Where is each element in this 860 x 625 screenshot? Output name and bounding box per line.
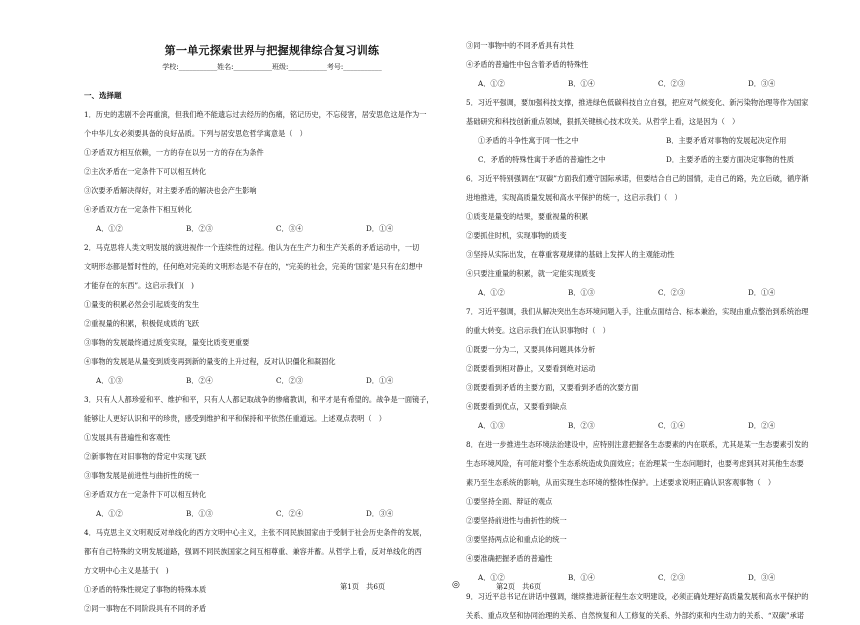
text-line: ④要准确把握矛盾的普遍性 (466, 554, 553, 563)
option-row (466, 283, 842, 302)
text-line: ②新事物在对旧事物的背定中实现飞跃 (84, 452, 207, 461)
text-line: ②要坚持前进性与曲折性的统一 (466, 516, 567, 525)
option-item: B．②③ (186, 224, 213, 233)
text-line: 进地推进，实现高质量发展和高水平保护的统一，这启示我们（ ） (466, 193, 682, 202)
text-line: ④只要注重量的积累，就一定能实现质变 (466, 269, 596, 278)
text-line: 2．马克思将人类文明发展的演进视作一个连续性的过程。他认为在生产力和生产关系的矛盾运动中，一切 (84, 243, 420, 252)
text-line: ①矛盾双方相互依赖，一方的存在以另一方的存在为条件 (84, 148, 264, 157)
option-item: D．①④ (366, 224, 394, 233)
text-line: 7．习近平强调，我们从解决突出生态环境问题入手，注重点面结合、标本兼治，实现由重点整治到系统治理 (466, 307, 809, 316)
text-line: ①既要一分为二，又要具体问题具体分析 (466, 345, 596, 354)
page-title: 第一单元探索世界与把握规律综合复习训练 (164, 44, 380, 57)
option-item: D．①④ (748, 288, 776, 297)
student-info-line: 学校:___________姓名:___________班级:___________考号:___________ (162, 63, 382, 71)
option-item: D．主要矛盾的主要方面决定事物的性质 (666, 155, 794, 164)
option-item: D．③④ (748, 79, 776, 88)
text-line: 9．习近平总书记在讲话中强调，继续推进新征程生态文明建设，必须正确处理好高质量发展和高水平保护的 (466, 592, 809, 601)
text-line: ②主次矛盾在一定条件下可以相互转化 (84, 167, 207, 176)
option-item: A．①② (478, 573, 505, 582)
option-item: B．②④ (186, 376, 213, 385)
text-line: ③事物发展是前进性与曲折性的统一 (84, 471, 200, 480)
text-line: ④事物的发展是从量变到质变再到新的量变的上升过程，反对认识僵化和凝固化 (84, 357, 336, 366)
text-line: ①要坚持全面、辩证的观点 (466, 497, 553, 506)
text-line: 4．马克思主义文明观反对单线化的西方文明中心主义，主张不同民族国家由于受制于社会历史条件的发展， (84, 528, 427, 537)
option-item: A．①② (478, 288, 505, 297)
option-row (84, 219, 460, 238)
text-line: 都有自己特殊的文明发展道路，强调不同民族国家之间互相尊重、兼容并蓄。从哲学上看，反对单线化的西 (84, 547, 422, 556)
text-line: 8．在进一步推进生态环境法治建设中，应特别注意把握各生态要素的内在联系，尤其是某一生态要素引发的 (466, 440, 809, 449)
option-item: ①矛盾的斗争性寓于同一性之中 (478, 136, 579, 145)
text-line: 6．习近平特别强调在“双碳”方面我们遵守国际承诺，但要结合自己的国情，走自己的路，先立后破，循序渐 (466, 174, 809, 183)
text-line: 个中华儿女必须要具备的良好品质。下列与居安思危哲学寓意是（ ） (84, 129, 307, 138)
option-item: C．②③ (658, 79, 686, 88)
text-line: ①发展具有普遍性和客观性 (84, 433, 171, 442)
text-line: 生态环境风险，有可能对整个生态系统造成负面效应；在治理某一生态问题时，也要考虑到其对其他生态要 (466, 459, 804, 468)
text-line: ④矛盾双方在一定条件下相互转化 (84, 205, 192, 214)
text-line: ③同一事物中的不同矛盾具有共性 (466, 41, 574, 50)
option-row (84, 371, 460, 390)
option-item: B．①④ (568, 79, 595, 88)
text-line: 才能存在的东西”。这启示我们( ) (84, 281, 194, 290)
section-heading: 一、选择题 (84, 91, 122, 100)
option-item: B．②③ (568, 421, 595, 430)
option-row (84, 504, 460, 523)
option-row (466, 131, 842, 150)
text-line: ①质变是量变的结果，要重视量的积累 (466, 212, 589, 221)
option-item: C．②③ (658, 573, 686, 582)
page-number-right: 第2页 共6页 (496, 582, 542, 591)
text-line: 3．只有人人都珍爱和平、维护和平，只有人人都记取战争的惨痛教训，和平才是有希望的。战争是一面镜子， (84, 395, 434, 404)
text-line: ④矛盾的普遍性中包含着矛盾的特殊性 (466, 60, 589, 69)
text-line: ③要坚持两点论和重点论的统一 (466, 535, 567, 544)
binding-mark-icon: ◎ (452, 580, 460, 590)
text-line: ③既要看到矛盾的主要方面，又要看到矛盾的次要方面 (466, 383, 639, 392)
text-line: 的重大转变。这启示我们在认识事物时（ ） (466, 326, 610, 335)
option-item: A．①③ (478, 421, 505, 430)
option-item: B．主要矛盾对事物的发展起决定作用 (666, 136, 787, 145)
option-item: A．①② (96, 509, 123, 518)
text-line: ④既要看到优点，又要看到缺点 (466, 402, 567, 411)
right-column (466, 36, 842, 625)
option-row (466, 416, 842, 435)
option-item: C．③④ (276, 224, 304, 233)
option-item: A．①② (96, 224, 123, 233)
option-item: C．②④ (276, 509, 304, 518)
text-line: ②既要看到相对静止，又要看到绝对运动 (466, 364, 596, 373)
option-item: A．①③ (96, 376, 123, 385)
text-line: ①量变的积累必然会引起质变的发生 (84, 300, 200, 309)
text-line: ③次要矛盾解决得好，对主要矛盾的解决也会产生影响 (84, 186, 257, 195)
text-line: ④矛盾双方在一定条件下可以相互转化 (84, 490, 207, 499)
option-item: D．①④ (366, 376, 394, 385)
option-item: B．①③ (568, 288, 595, 297)
option-row (466, 150, 842, 169)
left-column (84, 86, 460, 618)
text-line: 方文明中心主义是基于( ) (84, 566, 169, 575)
text-line: ①矛盾的特殊性规定了事物的特殊本质 (84, 585, 207, 594)
text-line: 文明形态都是暂时性的，任何绝对完美的文明形态是不存在的，“完美的社会，完美的‘国家’是只有在幻想中 (84, 262, 423, 271)
option-item: D．②④ (748, 421, 776, 430)
text-line: 能够让人更好认识和平的珍贵，感受到维护和平和保持和平依然任重道远。上述观点表明（ ） (84, 414, 386, 423)
option-item: B．①③ (186, 509, 213, 518)
text-line: ③坚持从实际出发，在尊重客观规律的基础上发挥人的主观能动性 (466, 250, 675, 259)
text-line: ②要抓住时机，实现事物的质变 (466, 231, 567, 240)
text-line: 5．习近平强调，要加强科技支撑，推进绿色低碳科技自立自强，把应对气候变化、新污染物治理等作为国家 (466, 98, 809, 107)
option-item: C．②③ (276, 376, 304, 385)
text-line: ③事物的发展最终通过质变实现，量变比质变更重要 (84, 338, 250, 347)
text-line: 关系、重点攻坚和协同治理的关系、自然恢复和人工修复的关系、外部约束和内生动力的关系、“双碳”承诺 (466, 611, 804, 620)
option-item: A．①② (478, 79, 505, 88)
option-item: C．矛盾的特殊性寓于矛盾的普遍性之中 (478, 155, 606, 164)
text-line: 基础研究和科技创新重点领域，狠抓关键核心技术攻关。从哲学上看，这是因为（ ） (466, 117, 740, 126)
text-line: 素乃至生态系统的影响，从而实现生态环境的整体性保护。上述要求说明正确认识客观事物（ ） (466, 478, 776, 487)
option-item: C．①④ (658, 421, 686, 430)
text-line: ②同一事物在不同阶段具有不同的矛盾 (84, 604, 207, 613)
option-item: C．②③ (658, 288, 686, 297)
option-row (466, 74, 842, 93)
option-item: B．①④ (568, 573, 595, 582)
page-number-left: 第1页 共6页 (340, 582, 386, 591)
text-line: 1．历史的悲剧不会再重演，但我们绝不能遗忘过去经历的伤痛，铭记历史，不忘侵害，居安思危这是作为一 (84, 110, 427, 119)
option-item: D．③④ (366, 509, 394, 518)
option-item: D．③④ (748, 573, 776, 582)
text-line: ②重视量的积累，积极促成质的飞跃 (84, 319, 200, 328)
